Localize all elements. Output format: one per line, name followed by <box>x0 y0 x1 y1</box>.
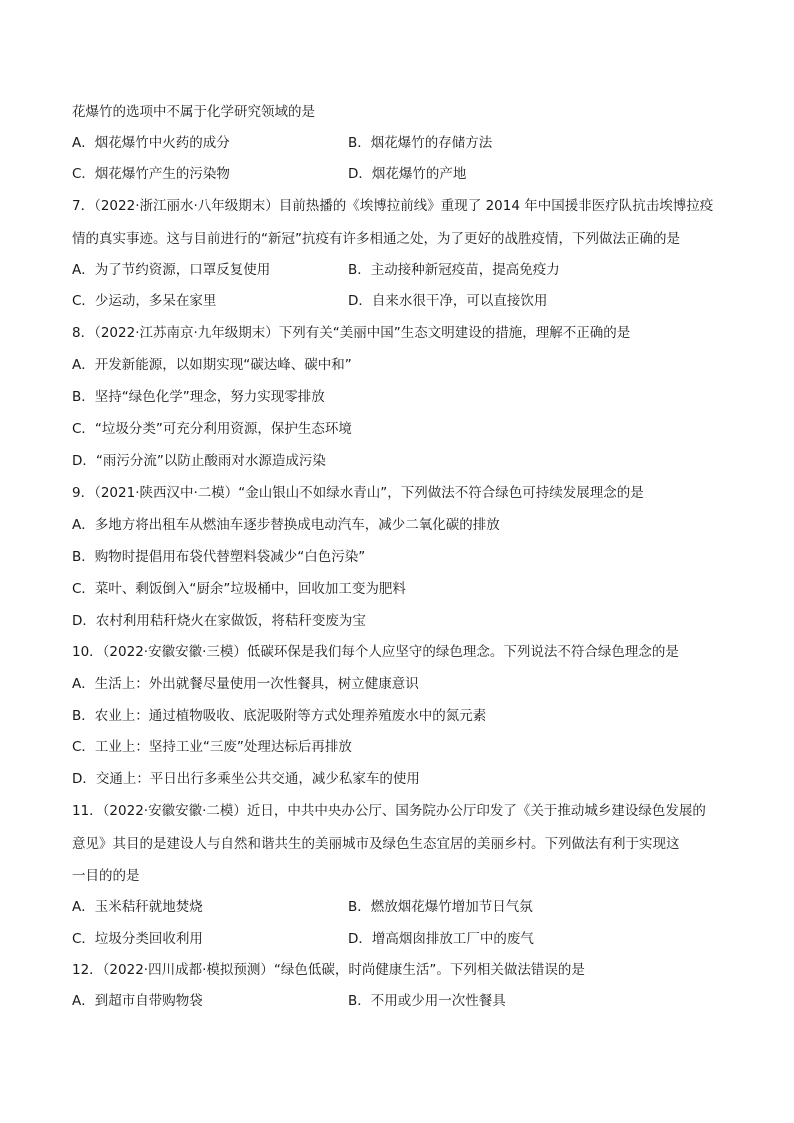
q6-options-row-2 <box>72 164 722 184</box>
q9-option-a: A．多地方将出租车从燃油车逐步替换成电动汽车，减少二氧化碳的排放 <box>72 517 500 533</box>
q11-stem-line-1: 11．（2022·安徽安徽·二模）近日，中共中央办公厅、国务院办公厅印发了《关于推动城乡建设绿色发展的 <box>72 803 706 819</box>
q6-option-d: D．烟花爆竹的产地 <box>348 166 467 182</box>
q10-option-d: D．交通上：平日出行多乘坐公共交通，减少私家车的使用 <box>72 771 420 787</box>
q7-stem-line-2: 情的真实事迹。这与目前进行的“新冠”抗疫有许多相通之处，为了更好的战胜疫情，下列做法正确的是 <box>72 231 680 247</box>
q7-stem-line-1: 7．（2022·浙江丽水·八年级期末）目前热播的《埃博拉前线》重现了 2014 年中国援非医疗队抗击埃博拉疫 <box>72 198 714 214</box>
q6-option-c: C．烟花爆竹产生的污染物 <box>72 166 230 182</box>
q10-stem: 10．（2022·安徽安徽·三模）低碳环保是我们每个人应坚守的绿色理念。下列说法不符合绿色理念的是 <box>72 644 679 660</box>
q11-stem-line-3: 一目的的是 <box>72 868 140 884</box>
q12-option-a: A．到超市自带购物袋 <box>72 993 203 1009</box>
q6-option-b: B．烟花爆竹的存储方法 <box>348 135 493 151</box>
q8-option-b: B．坚持“绿色化学”理念，努力实现零排放 <box>72 389 325 405</box>
q9-option-d: D．农村利用秸秆烧火在家做饭，将秸秆变废为宝 <box>72 613 366 629</box>
q8-option-c: C．“垃圾分类”可充分利用资源，保护生态环境 <box>72 421 352 437</box>
q10-option-c: C．工业上：坚持工业“三废”处理达标后再排放 <box>72 739 352 755</box>
q11-option-b: B．燃放烟花爆竹增加节日气氛 <box>348 899 533 915</box>
q8-option-d: D．“雨污分流”以防止酸雨对水源造成污染 <box>72 453 326 469</box>
q10-option-b: B．农业上：通过植物吸收、底泥吸附等方式处理养殖废水中的氮元素 <box>72 708 487 724</box>
q7-option-a: A．为了节约资源，口罩反复使用 <box>72 262 271 278</box>
q11-options-row-1 <box>72 897 722 917</box>
q11-option-a: A．玉米秸秆就地焚烧 <box>72 899 203 915</box>
q11-option-c: C．垃圾分类回收利用 <box>72 931 203 947</box>
q9-stem: 9．（2021·陕西汉中·二模）“金山银山不如绿水青山”，下列做法不符合绿色可持续发展理念的是 <box>72 485 644 501</box>
q12-stem: 12．（2022·四川成都·模拟预测）“绿色低碳，时尚健康生活”。下列相关做法错误的是 <box>72 962 585 978</box>
q11-option-d: D．增高烟囱排放工厂中的废气 <box>348 931 534 947</box>
q7-option-d: D．自来水很干净，可以直接饮用 <box>348 293 548 309</box>
q6-option-a: A．烟花爆竹中火药的成分 <box>72 135 230 151</box>
q7-options-row-1 <box>72 260 722 280</box>
q12-options-row-1 <box>72 991 722 1011</box>
q7-option-b: B．主动接种新冠疫苗，提高免疫力 <box>348 262 560 278</box>
q7-option-c: C．少运动，多呆在家里 <box>72 293 217 309</box>
q7-options-row-2 <box>72 291 722 311</box>
q10-option-a: A．生活上：外出就餐尽量使用一次性餐具，树立健康意识 <box>72 676 419 692</box>
q11-stem-line-2: 意见》其目的是建设人与自然和谐共生的美丽城市及绿色生态宜居的美丽乡村。下列做法有利于实现这 <box>72 836 680 852</box>
q8-option-a: A．开发新能源，以如期实现“碳达峰、碳中和” <box>72 357 352 373</box>
q9-option-b: B．购物时提倡用布袋代替塑料袋减少“白色污染” <box>72 549 366 565</box>
q8-stem: 8．（2022·江苏南京·九年级期末）下列有关“美丽中国”生态文明建设的措施，理解不正确的是 <box>72 325 631 341</box>
q11-options-row-2 <box>72 929 722 949</box>
q6-stem: 花爆竹的选项中不属于化学研究领域的是 <box>72 104 315 120</box>
q9-option-c: C．菜叶、剩饭倒入“厨余”垃圾桶中，回收加工变为肥料 <box>72 581 406 597</box>
q12-option-b: B．不用或少用一次性餐具 <box>348 993 506 1009</box>
q6-options-row-1 <box>72 133 722 153</box>
